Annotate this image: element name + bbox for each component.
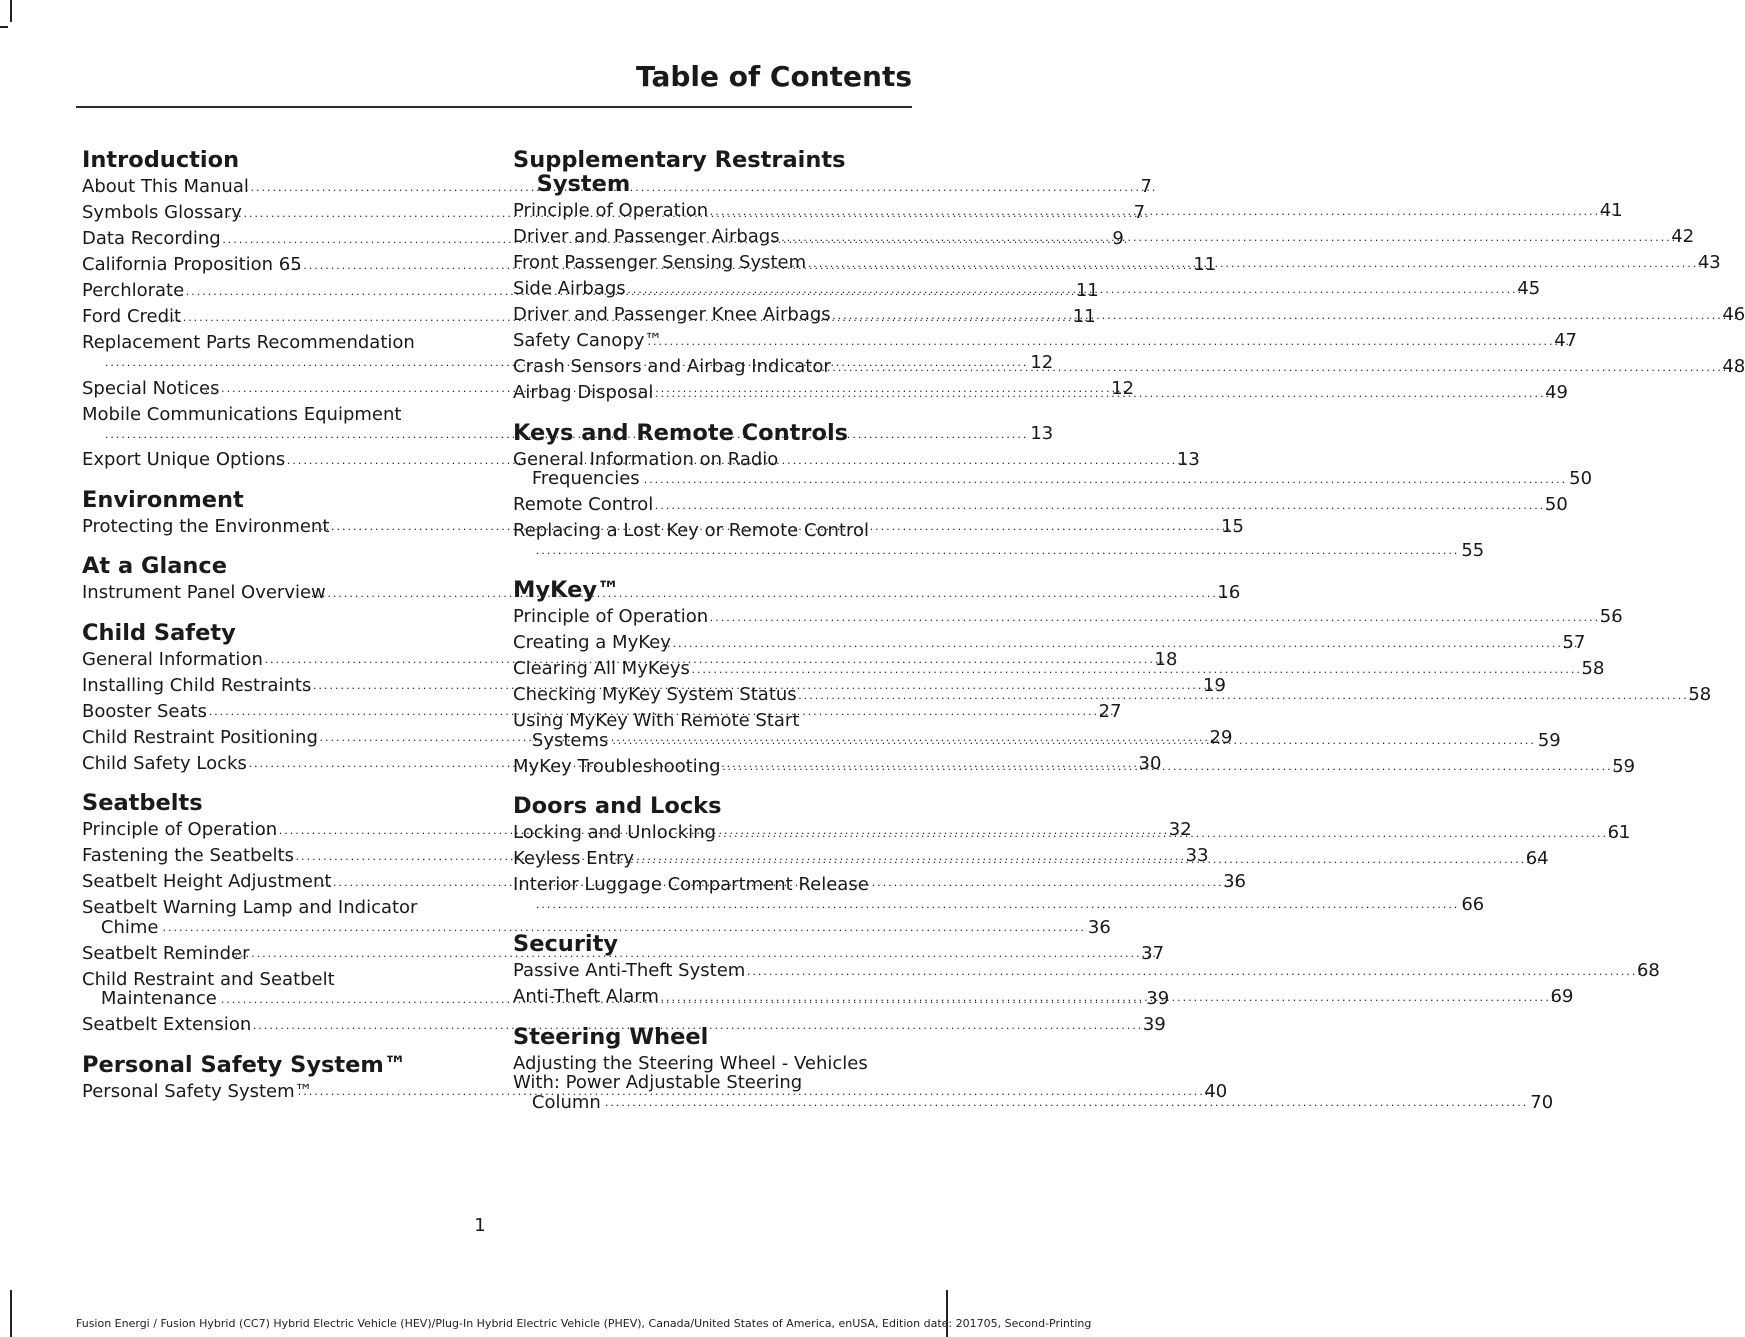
toc-entry-title: General Information on Radio: [513, 448, 779, 470]
toc-entry-page: 59: [1612, 755, 1636, 777]
toc-entry-title: Airbag Disposal: [513, 382, 654, 403]
toc-entry-page: 46: [1722, 304, 1745, 325]
toc-entry-page: 13: [1176, 449, 1200, 470]
toc-entry-title: Special Notices: [82, 377, 220, 399]
toc-entry-title: Seatbelt Height Adjustment: [82, 871, 332, 892]
toc-entry-title: General Information: [82, 648, 263, 670]
toc-entry-title: Anti-Theft Alarm: [513, 986, 659, 1007]
toc-entry-title: Principle of Operation: [82, 819, 278, 840]
dot-leader: [666, 336, 1571, 348]
toc-entry-page: 56: [1599, 606, 1623, 627]
toc-entry-title: About This Manual: [82, 176, 249, 197]
toc-entry-title: Mobile Communications Equipment: [82, 403, 402, 425]
dot-leader: [663, 992, 1568, 1004]
dot-leader: [630, 284, 1535, 296]
dot-leader: [536, 545, 1459, 557]
toc-entry-page: 32: [1168, 819, 1192, 840]
header-rule: [76, 106, 912, 108]
toc-entry-title: Seatbelt Reminder: [82, 942, 250, 964]
toc-entry[interactable]: About This Manual ..... 7: [82, 177, 474, 197]
toc-entry-title: Replacement Parts Recommendation: [82, 332, 415, 353]
toc-entry[interactable]: Symbols Glossary ..... 7: [82, 203, 474, 223]
toc-entry[interactable]: [513, 494, 1568, 515]
toc-entry-title: Maintenance: [100, 988, 217, 1009]
toc-entry[interactable]: [82, 1014, 1166, 1035]
dot-leader: [638, 854, 1543, 866]
dot-leader: [720, 828, 1625, 840]
toc-entry-page: 59: [1537, 729, 1561, 751]
crop-mark: [10, 1290, 12, 1337]
section-heading: Personal Safety System™: [82, 1051, 407, 1078]
toc-entry-title: Locking and Unlocking: [513, 822, 716, 843]
dot-leader: [712, 206, 1617, 218]
dot-leader: [605, 1097, 1528, 1109]
toc-entry-title: Export Unique Options: [82, 449, 286, 470]
toc-entry-page: 19: [1203, 674, 1226, 696]
toc-entry-page: 36: [1223, 871, 1246, 892]
toc-entry[interactable]: [82, 897, 1111, 938]
toc-entry-page: 12: [1111, 377, 1135, 399]
toc-entry-page: 27: [1098, 700, 1122, 722]
section-heading: Supplementary Restraints System: [513, 147, 846, 197]
toc-entry-page: 69: [1550, 986, 1574, 1007]
toc-entry-page: 36: [1087, 916, 1111, 938]
toc-entry-title: Installing Child Restraints: [82, 674, 312, 696]
section-heading: At a Glance: [82, 553, 227, 579]
page-number: 1: [474, 1215, 486, 1236]
toc-entry-title: Principle of Operation: [513, 606, 709, 627]
toc-entry-page: 12: [1030, 351, 1054, 373]
toc-entry-page: 13: [1030, 423, 1054, 444]
toc-entry-page: 47: [1554, 330, 1577, 351]
toc-entry-page: 37: [1141, 942, 1165, 964]
section-heading: Seatbelts: [82, 790, 203, 816]
section-heading: Steering Wheel: [513, 1023, 709, 1050]
toc-entry-title: Driver and Passenger Knee Airbags: [513, 304, 831, 325]
toc-entry-page: 49: [1545, 382, 1568, 403]
dot-leader: [675, 638, 1580, 650]
dot-leader: [784, 232, 1689, 244]
toc-entry-page: 40: [1204, 1080, 1228, 1102]
toc-entry-title: Driver and Passenger Airbags: [513, 226, 780, 247]
toc-entry-title: Safety Canopy™: [513, 330, 663, 351]
section-heading: Doors and Locks: [513, 793, 722, 819]
toc-entry-title: Remote Control: [513, 494, 654, 515]
toc-entry[interactable]: [513, 330, 1577, 351]
toc-entry-page: 70: [1530, 1091, 1554, 1113]
toc-entry-title: Checking MyKey System Status: [513, 684, 797, 705]
footer-text: Fusion Energi / Fusion Hybrid (CC7) Hybrid Electric Vehicle (HEV)/Plug-In Hybrid Electric Vehicle (PHEV), Canada/United States of America, enUSA, Edition date: 201705, Second-Printing: [76, 1317, 1092, 1330]
toc-entry-title: Ford Credit: [82, 306, 182, 327]
toc-entry-page: 61: [1607, 822, 1631, 843]
toc-entry-title: Child Safety Locks: [82, 752, 247, 774]
toc-entry-title: Chime: [100, 916, 159, 938]
toc-entry-page: 16: [1217, 582, 1241, 603]
toc-entry-title: Child Restraint Positioning: [82, 726, 318, 748]
toc-entry-title: Seatbelt Warning Lamp and Indicator: [82, 897, 418, 918]
toc-entry-page: 15: [1221, 515, 1244, 537]
toc-entry-page: 66: [1461, 893, 1485, 915]
toc-entry-page: 39: [1142, 1014, 1166, 1035]
dot-leader: [536, 899, 1459, 911]
toc-entry[interactable]: Data Recording ..... 9: [82, 229, 474, 249]
dot-leader: [657, 500, 1562, 512]
toc-entry-title: Column: [531, 1091, 601, 1113]
toc-entry-title: Protecting the Environment: [82, 515, 330, 537]
dot-leader: [694, 664, 1599, 676]
section-heading: Keys and Remote Controls: [513, 419, 849, 446]
dot-leader: [835, 310, 1740, 322]
toc-entry-page: 11: [1075, 280, 1099, 301]
toc-entry-title: Interior Luggage Compartment Release: [513, 874, 869, 895]
toc-entry-title: Clearing All MyKeys: [513, 658, 690, 679]
toc-entry-page: 29: [1209, 726, 1233, 748]
toc-entry-page: 57: [1562, 632, 1586, 653]
toc-entry-page: 55: [1461, 539, 1485, 561]
toc-entry-title: With: Power Adjustable Steering: [513, 1072, 803, 1093]
toc-entry-title: Data Recording: [82, 228, 221, 249]
toc-entry-page: 18: [1154, 648, 1178, 670]
toc-entry-title: Replacing a Lost Key or Remote Control: [513, 520, 870, 541]
header: [0, 60, 912, 93]
toc-entry-page: 50: [1544, 494, 1568, 515]
toc-entry-page: 43: [1697, 252, 1721, 273]
toc-entry-page: 48: [1722, 356, 1745, 377]
toc-entry-title: Instrument Panel Overview: [82, 582, 326, 603]
dot-leader: [644, 474, 1567, 486]
toc-entry-title: Symbols Glossary: [82, 202, 242, 223]
section-heading: Environment: [82, 486, 244, 513]
toc-entry-title: Fastening the Seatbelts: [82, 845, 294, 866]
dot-leader: [801, 690, 1706, 702]
dot-leader: [835, 362, 1740, 374]
crop-mark: [0, 26, 8, 28]
toc-entry-title: Creating a MyKey: [513, 632, 671, 653]
section-heading: Child Safety: [82, 619, 236, 646]
toc-entry-page: 39: [1146, 988, 1170, 1009]
toc-entry-title: Booster Seats: [82, 700, 207, 722]
toc-entry-page: 58: [1688, 684, 1712, 705]
toc-entry-page: 58: [1581, 658, 1605, 679]
section-heading: MyKey™: [513, 577, 620, 603]
dot-leader: [749, 966, 1654, 978]
toc-entry-page: 11: [1072, 306, 1096, 327]
crop-mark: [10, 0, 12, 22]
toc-entry-page: 64: [1525, 848, 1549, 869]
toc-entry-page: 68: [1636, 960, 1660, 981]
toc-entry-page: 41: [1599, 200, 1623, 221]
toc-entry-page: 45: [1517, 278, 1541, 299]
toc-entry[interactable]: [513, 632, 1586, 653]
toc-entry-title: Crash Sensors and Airbag Indicator: [513, 356, 831, 377]
toc-entry-title: Adjusting the Steering Wheel - Vehicles: [513, 1052, 868, 1074]
toc-entry-page: 50: [1569, 468, 1593, 489]
toc-entry[interactable]: [513, 960, 1660, 981]
toc-entry-page: 11: [1193, 254, 1217, 275]
dot-leader: [725, 761, 1630, 773]
dot-leader: [712, 612, 1617, 624]
toc-entry-page: 30: [1138, 752, 1162, 774]
toc-entry-title: Systems: [531, 729, 609, 751]
toc-entry[interactable]: [513, 606, 1623, 627]
toc-entry-title: Passive Anti-Theft System: [513, 960, 746, 981]
toc-entry-title: Side Airbags: [513, 278, 626, 299]
toc-entry-title: Front Passenger Sensing System: [513, 252, 807, 273]
dot-leader: [612, 735, 1535, 747]
toc-entry-title: MyKey Troubleshooting: [513, 755, 721, 777]
toc-entry-title: California Proposition 65: [82, 254, 302, 275]
section-heading: Introduction: [82, 147, 240, 173]
toc-entry-title: Child Restraint and Seatbelt: [82, 968, 335, 990]
toc-entry-title: Personal Safety System™: [82, 1080, 313, 1102]
toc-entry-title: Frequencies: [531, 468, 640, 489]
section-heading: Security: [513, 931, 619, 957]
toc-entry-title: Principle of Operation: [513, 200, 709, 221]
dot-leader: [657, 388, 1562, 400]
toc-entry-page: 33: [1185, 845, 1209, 866]
toc-entry-page: 42: [1671, 226, 1695, 247]
toc-entry-title: Seatbelt Extension: [82, 1014, 252, 1035]
page-title: Table of Contents: [635, 60, 912, 93]
toc-entry-title: Perchlorate: [82, 280, 185, 301]
dot-leader: [810, 258, 1715, 270]
toc-entry-title: Using MyKey With Remote Start: [513, 710, 800, 731]
toc-entry-title: Keyless Entry: [513, 848, 635, 869]
